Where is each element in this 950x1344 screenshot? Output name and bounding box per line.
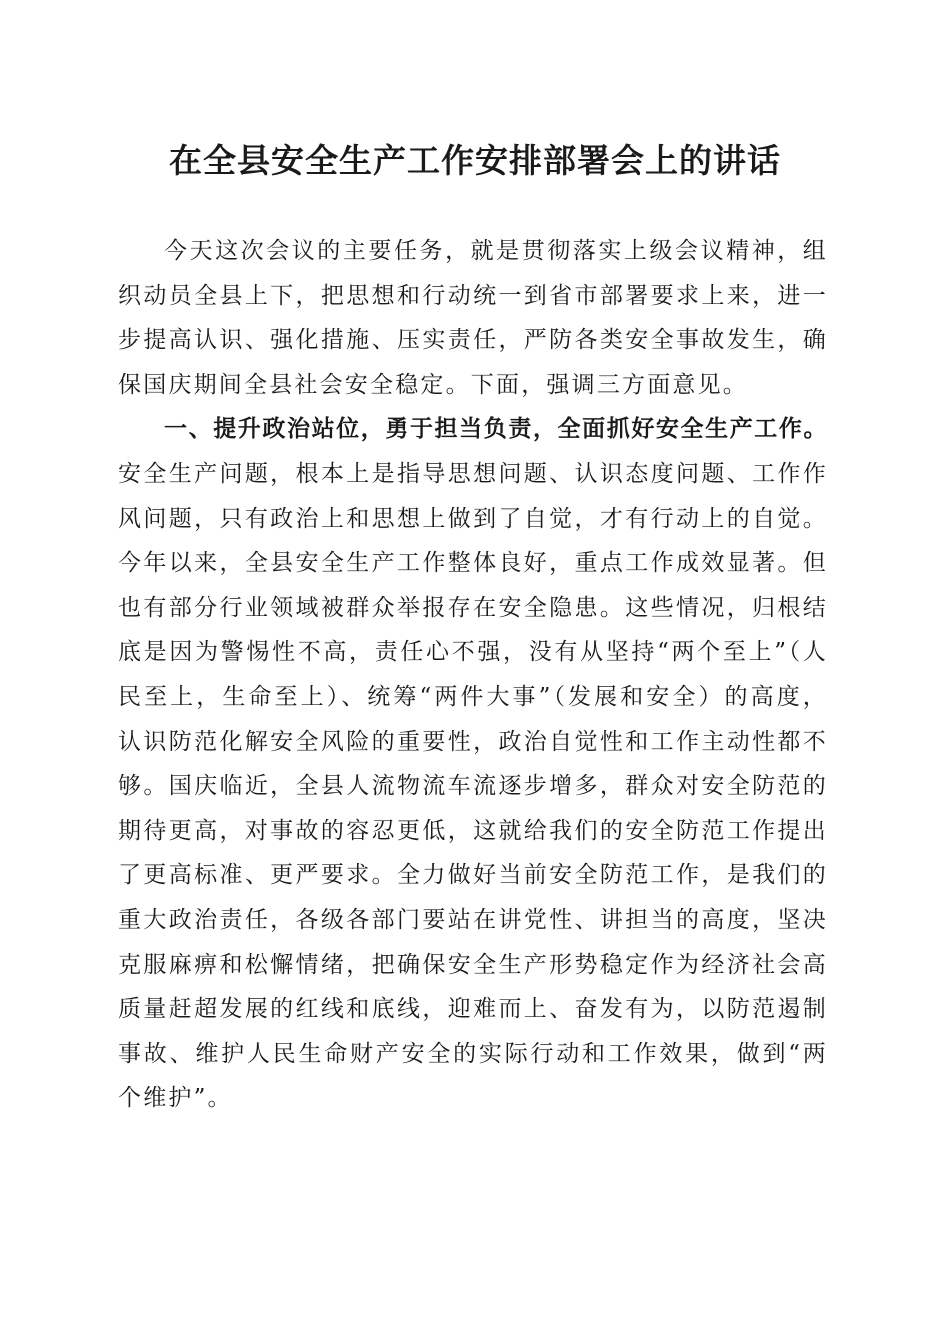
intro-paragraph: 今天这次会议的主要任务，就是贯彻落实上级会议精神，组织动员全县上下，把思想和行动统一到省市部署要求上来，进一步提高认识、强化措施、压实责任，严防各类安全事故发生，确保国庆期间全县社会安全稳定。下面，强调三方面意见。 [118, 238, 828, 398]
page-title: 在全县安全生产工作安排部署会上的讲话 [169, 141, 781, 180]
section-paragraph [118, 407, 828, 1121]
document-body [118, 229, 828, 1121]
section-heading: 一、提升政治站位，勇于担当负责，全面抓好安全生产工作。 [164, 416, 828, 443]
section-body: 安全生产问题，根本上是指导思想问题、认识态度问题、工作作风问题，只有政治上和思想上做到了自觉，才有行动上的自觉。今年以来，全县安全生产工作整体良好，重点工作成效显著。但也有部分行业领域被群众举报存在安全隐患。这些情况，归根结底是因为警惕性不高，责任心不强，没有从坚持“两个至上”（人民至上，生命至上）、统筹“两件大事”（发展和安全）的高度，认识防范化解安全风险的重要性，政治自觉性和工作主动性都不够。国庆临近，全县人流物流车流逐步增多，群众对安全防范的期待更高，对事故的容忍更低，这就给我们的安全防范工作提出了更高标准、更严要求。全力做好当前安全防范工作，是我们的重大政治责任，各级各部门要站在讲党性、讲担当的高度，坚决克服麻痹和松懈情绪，把确保安全生产形势稳定作为经济社会高质量赶超发展的红线和底线，迎难而上、奋发有为，以防范遏制事故、维护人民生命财产安全的实际行动和工作效果，做到“两个维护”。 [118, 460, 828, 1112]
